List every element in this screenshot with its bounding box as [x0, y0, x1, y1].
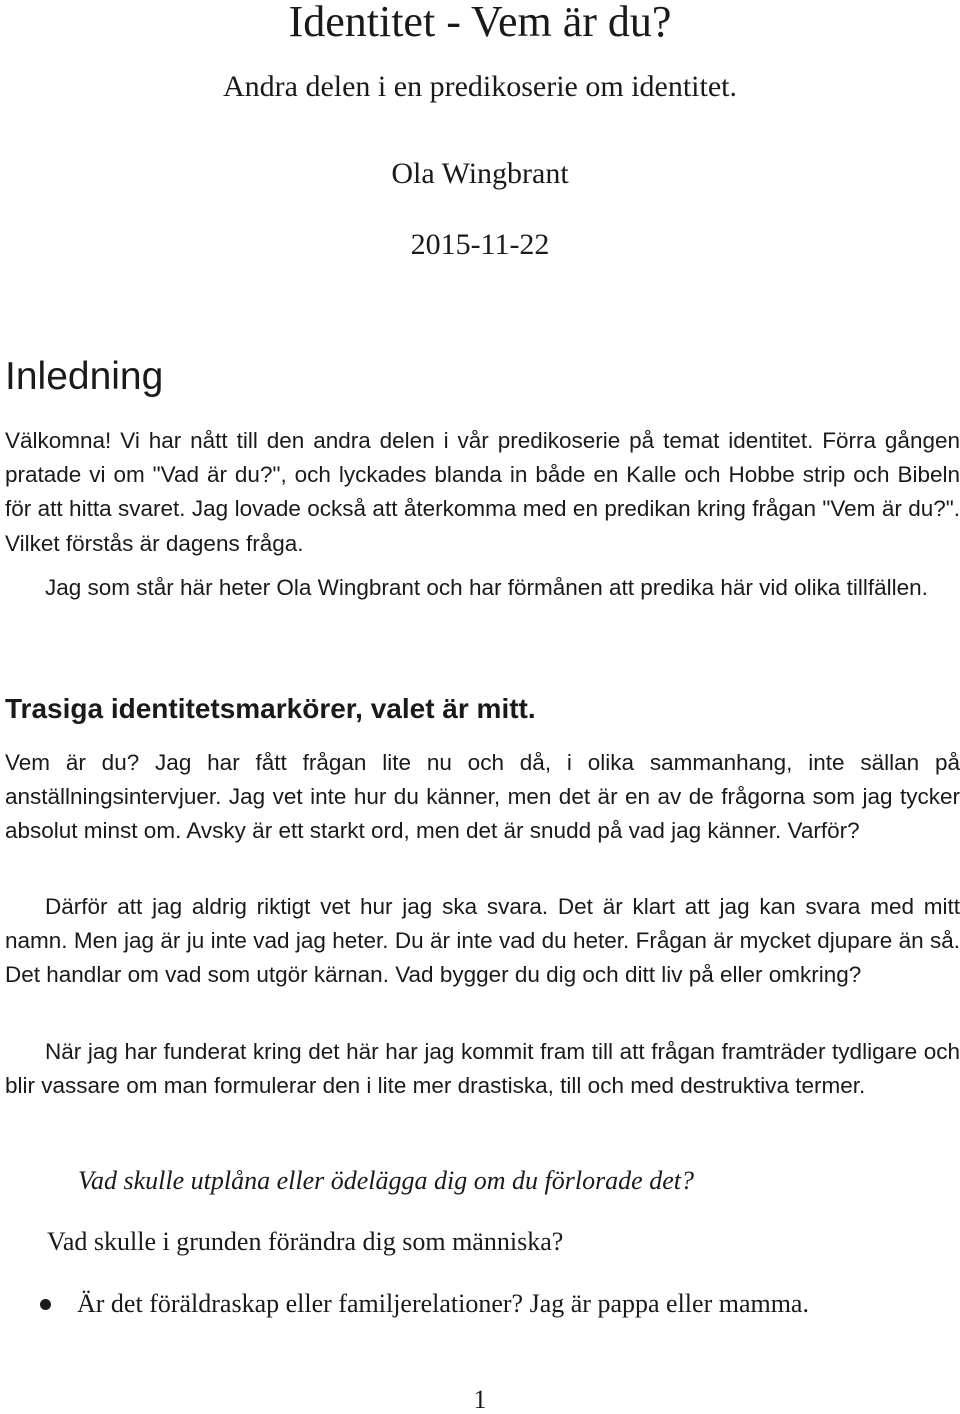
document-date: 2015-11-22 [410, 228, 550, 261]
paragraph: Därför att jag aldrig riktigt vet hur jag ska svara. Det är klart att jag kan svara med mitt namn. Men jag är ju inte vad jag heter. Du är inte vad du heter. Frågan är mycket djupare än så. Det handlar om vad som utgör kärnan. Vad bygger du dig och ditt liv på eller omkring? [5, 894, 960, 988]
list-item [40, 1287, 809, 1321]
list-item-text: Är det föräldraskap eller familjerelationer? Jag är pappa eller mamma. [77, 1289, 809, 1318]
question: Vad skulle i grunden förändra dig som människa? [47, 1227, 564, 1256]
italic-question: Vad skulle utplåna eller ödelägga dig om du förlorade det? [78, 1166, 694, 1195]
section-heading-trasiga: Trasiga identitetsmarkörer, valet är mitt. [5, 693, 536, 724]
document-title: Identitet - Vem är du? [288, 0, 672, 46]
paragraph: Vem är du? Jag har fått frågan lite nu och då, i olika sammanhang, inte sällan på anställningsintervjuer. Jag vet inte hur du känner, men det är en av de frågorna som jag tycker absolut minst om. Avsky är ett starkt ord, men det är snudd på vad jag känner. Varför? [5, 750, 960, 844]
paragraph: När jag har funderat kring det här har jag kommit fram till att frågan framträder tydligare och blir vassare om man formulerar den i lite mer drastiska, till och med destruktiva termer. [5, 1039, 960, 1099]
bullet-list [40, 1287, 809, 1321]
paragraph: Jag som står här heter Ola Wingbrant och har förmånen att predika här vid olika tillfällen. [45, 575, 928, 600]
bullet-icon [40, 1299, 51, 1310]
page-number: 1 [473, 1385, 487, 1414]
section-heading-inledning: Inledning [5, 355, 164, 398]
document-subtitle: Andra delen i en predikoserie om identitet. [223, 70, 737, 103]
paragraph: Välkomna! Vi har nått till den andra delen i vår predikoserie på temat identitet. Förra gången pratade vi om "Vad är du?", och lyckades blanda in både en Kalle och Hobbe strip och Bibeln för att hitta svaret. Jag lovade också att återkomma med en predikan kring frågan "Vem är du?". Vilket förstås är dagens fråga. [5, 428, 960, 556]
document-author: Ola Wingbrant [391, 157, 569, 190]
